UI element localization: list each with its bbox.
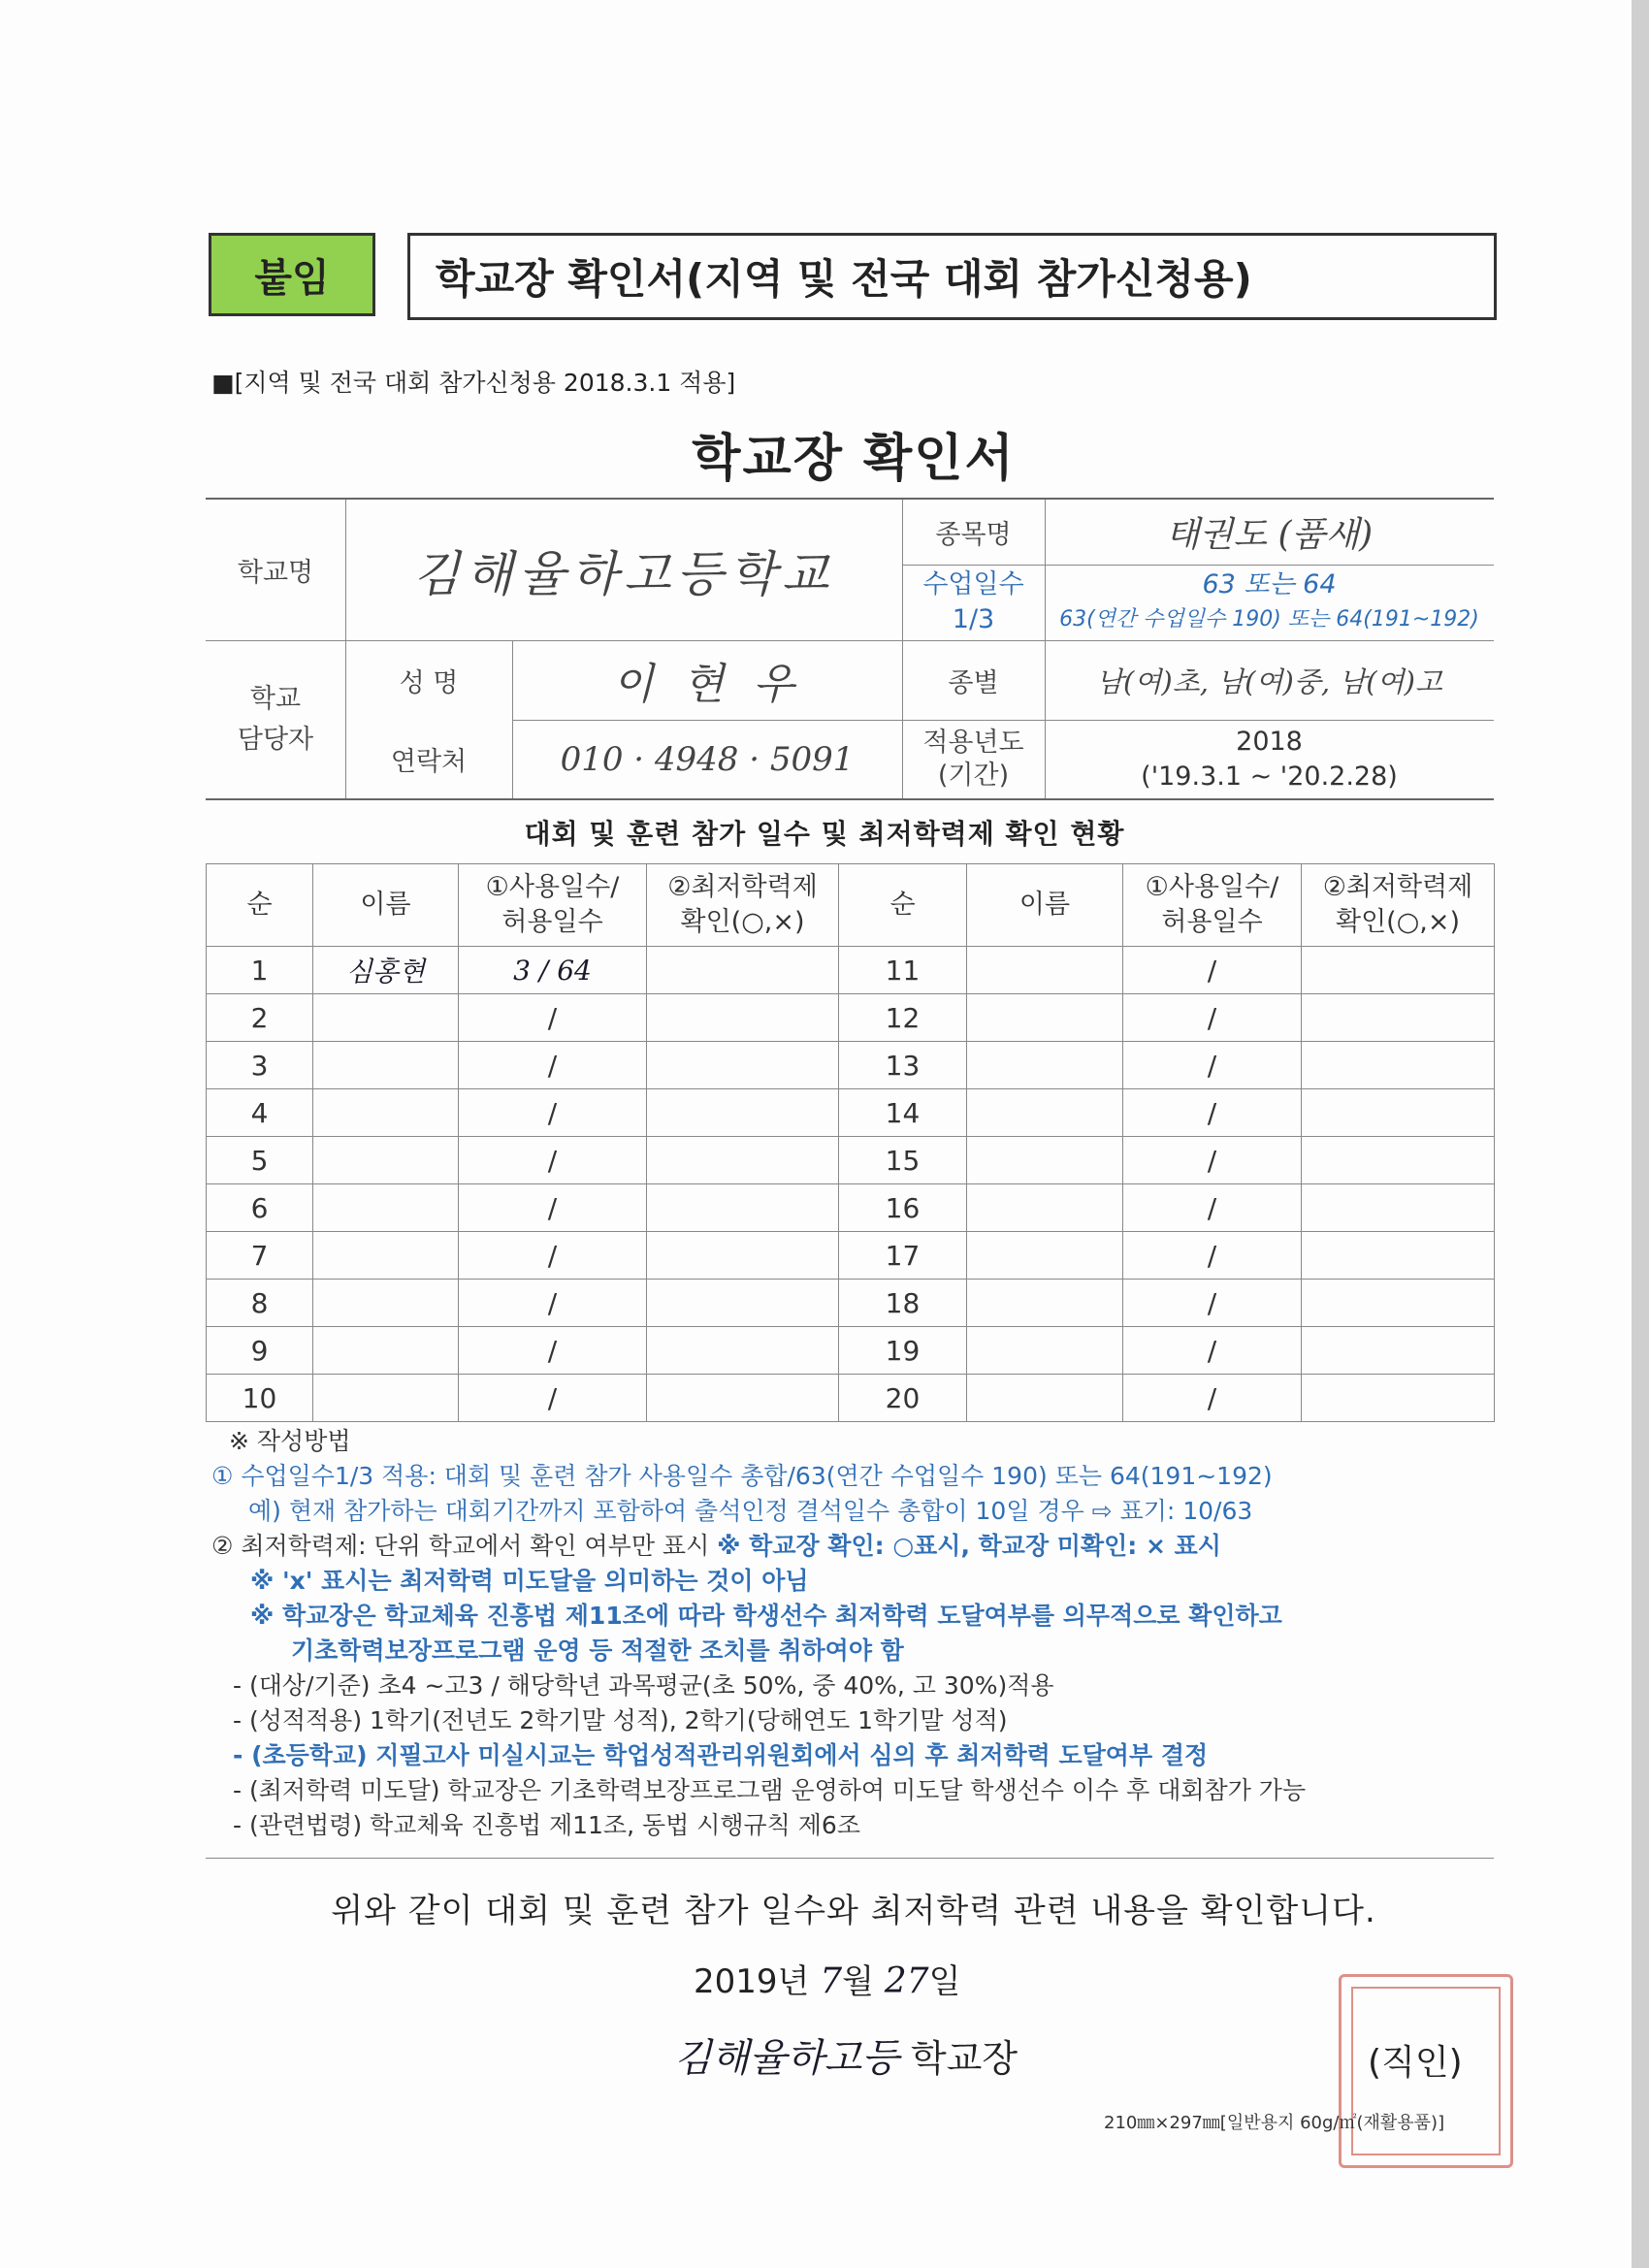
name-value: 이 현 우 xyxy=(612,660,802,709)
row-name xyxy=(313,994,459,1042)
school-value: 김해율하고등학교 xyxy=(412,545,835,602)
col-check xyxy=(647,864,839,947)
date-month: 7 xyxy=(820,1961,843,2001)
note-2 xyxy=(211,1529,1511,1564)
header-title: 학교장 확인서(지역 및 전국 대회 참가신청용) xyxy=(407,233,1497,320)
type-label: 종별 xyxy=(948,667,999,698)
manager-label-line1: 학교 xyxy=(249,683,302,714)
days-value xyxy=(1045,565,1494,640)
row-check-2 xyxy=(1302,1327,1495,1375)
row-name-2 xyxy=(967,1280,1123,1327)
days-label xyxy=(902,565,1045,640)
row-name xyxy=(313,1375,459,1422)
row-name-2 xyxy=(967,1137,1123,1184)
date-year: 2019년 xyxy=(694,1962,810,2001)
row-no: 4 xyxy=(207,1089,313,1137)
row-name-2 xyxy=(967,1232,1123,1280)
col-name: 이름 xyxy=(313,864,459,947)
row-check xyxy=(647,994,839,1042)
notes-heading: ※ 작성방법 xyxy=(229,1427,351,1455)
row-no-2: 19 xyxy=(839,1327,967,1375)
note-1a: ① 수업일수1/3 적용: 대회 및 훈련 참가 사용일수 총합/63(연간 수업일수 190) 또는 64(191~192) xyxy=(211,1462,1273,1490)
row-name xyxy=(313,1137,459,1184)
note-1b: 예) 현재 참가하는 대회기간까지 포함하여 출석인정 결석일수 총합이 10일 경우 ⇨ 표기: 10/63 xyxy=(248,1497,1253,1525)
detail-5: - (관련법령) 학교체육 진흥법 제11조, 동법 시행규칙 제6조 xyxy=(233,1811,860,1839)
row-check-2 xyxy=(1302,1042,1495,1089)
note-3: ※ 'x' 표시는 최저학력 미도달을 의미하는 것이 아님 xyxy=(250,1567,809,1595)
manager-label-line2: 담당자 xyxy=(237,724,314,755)
row-name xyxy=(313,1327,459,1375)
row-no: 1 xyxy=(207,947,313,994)
col-check-2 xyxy=(1302,864,1495,947)
year-value-line1: 2018 xyxy=(1236,726,1303,757)
applied-note: ■[지역 및 전국 대회 참가신청용 2018.3.1 적용] xyxy=(211,369,736,397)
row-check-2 xyxy=(1302,1089,1495,1137)
document-title: 학교장 확인서 xyxy=(692,430,1016,488)
date-day: 27 xyxy=(884,1961,929,2001)
row-days: / xyxy=(459,1137,647,1184)
row-no: 7 xyxy=(207,1232,313,1280)
row-check xyxy=(647,1375,839,1422)
row-no-2: 18 xyxy=(839,1280,967,1327)
col-check-line2: 확인(○,×) xyxy=(680,907,805,937)
name-label: 성 명 xyxy=(399,667,459,698)
row-days-2: / xyxy=(1123,1232,1302,1280)
table-row xyxy=(207,1137,1495,1184)
row-days: / xyxy=(459,1089,647,1137)
row-no-2: 11 xyxy=(839,947,967,994)
row-days: / xyxy=(459,1375,647,1422)
row-days-2: / xyxy=(1123,1089,1302,1137)
table-row xyxy=(207,1089,1495,1137)
row-days-2: / xyxy=(1123,1375,1302,1422)
row-days-2: / xyxy=(1123,994,1302,1042)
table-row xyxy=(207,1375,1495,1422)
row-no: 5 xyxy=(207,1137,313,1184)
row-days-2: / xyxy=(1123,947,1302,994)
contact-value: 010 · 4948 · 5091 xyxy=(560,739,855,779)
detail-4: - (최저학력 미도달) 학교장은 기초학력보장프로그램 운영하여 미도달 학생선수 이수 후 대회참가 가능 xyxy=(233,1776,1307,1804)
row-days: / xyxy=(459,1184,647,1232)
signature-date xyxy=(694,1955,960,2002)
col-no: 순 xyxy=(207,864,313,947)
year-label xyxy=(902,720,1045,798)
row-check-2 xyxy=(1302,1232,1495,1280)
row-check xyxy=(647,1327,839,1375)
row-name xyxy=(313,1232,459,1280)
seal-label: (직인) xyxy=(1368,2043,1463,2083)
date-day-unit: 일 xyxy=(928,1962,961,2001)
table-row xyxy=(207,1327,1495,1375)
event-value: 태권도 (품새) xyxy=(1165,515,1374,555)
year-label-line2: (기간) xyxy=(937,760,1010,791)
col-days-2-line1: ①사용일수/ xyxy=(1145,872,1279,902)
row-days: / xyxy=(459,994,647,1042)
row-check xyxy=(647,1184,839,1232)
col-check-line1: ②최저학력제 xyxy=(667,872,818,902)
table-row xyxy=(207,947,1495,994)
row-name-2 xyxy=(967,1375,1123,1422)
section-title: 대회 및 훈련 참가 일수 및 최저학력제 확인 현황 xyxy=(524,818,1125,850)
year-value xyxy=(1045,720,1494,798)
year-label-line1: 적용년도 xyxy=(922,727,1024,758)
table-row xyxy=(207,994,1495,1042)
col-check-2-line2: 확인(○,×) xyxy=(1336,907,1460,937)
row-name xyxy=(313,1184,459,1232)
row-days-2: / xyxy=(1123,1280,1302,1327)
principal-signature xyxy=(674,2027,1018,2083)
row-no: 2 xyxy=(207,994,313,1042)
note-4a: ※ 학교장은 학교체육 진흥법 제11조에 따라 학생선수 최저학력 도달여부를 의무적으로 확인하고 xyxy=(250,1602,1282,1630)
row-check-2 xyxy=(1302,1137,1495,1184)
col-days-2-line2: 허용일수 xyxy=(1161,907,1263,937)
table-row xyxy=(207,1184,1495,1232)
row-check-2 xyxy=(1302,1375,1495,1422)
col-check-2-line1: ②최저학력제 xyxy=(1322,872,1473,902)
instructions xyxy=(211,1424,1511,1843)
row-name-2 xyxy=(967,1184,1123,1232)
row-days: / xyxy=(459,1042,647,1089)
row-no-2: 15 xyxy=(839,1137,967,1184)
note-2a: ② 최저학력제: 단위 학교에서 확인 여부만 표시 xyxy=(211,1532,710,1560)
attachment-tag: 붙임 xyxy=(209,233,375,316)
type-value: 남(여)초, 남(여)중, 남(여)고 xyxy=(1096,664,1442,698)
row-check xyxy=(647,947,839,994)
row-name-2 xyxy=(967,1042,1123,1089)
detail-2: - (성적적용) 1학기(전년도 2학기말 성적), 2학기(당해연도 1학기말 성적) xyxy=(233,1706,1008,1734)
principal-title: 학교장 xyxy=(910,2037,1018,2080)
row-name-2 xyxy=(967,1327,1123,1375)
table-row xyxy=(207,1232,1495,1280)
row-check xyxy=(647,1042,839,1089)
days-label-line1: 수업일수 xyxy=(922,569,1024,599)
days-value-line2: 63(연간 수업일수 190) 또는 64(191~192) xyxy=(1059,607,1479,632)
row-name-2 xyxy=(967,947,1123,994)
row-no-2: 17 xyxy=(839,1232,967,1280)
row-no: 9 xyxy=(207,1327,313,1375)
days-label-line2: 1/3 xyxy=(952,604,995,634)
col-days-line2: 허용일수 xyxy=(501,907,603,937)
row-no: 3 xyxy=(207,1042,313,1089)
row-no: 10 xyxy=(207,1375,313,1422)
row-days: 3 / 64 xyxy=(459,947,647,994)
detail-3: - (초등학교) 지필고사 미실시교는 학업성적관리위원회에서 심의 후 최저학력 도달여부 결정 xyxy=(233,1741,1209,1769)
row-name xyxy=(313,1280,459,1327)
year-value-line2: ('19.3.1 ~ '20.2.28) xyxy=(1141,761,1398,792)
table-header-row xyxy=(207,864,1495,947)
note-2b: ※ 학교장 확인: ○표시, 학교장 미확인: × 표시 xyxy=(717,1532,1221,1560)
row-no-2: 16 xyxy=(839,1184,967,1232)
row-no: 8 xyxy=(207,1280,313,1327)
principal-school: 김해율하고등 xyxy=(674,2036,899,2081)
detail-1: - (대상/기준) 초4 ~고3 / 해당학년 과목평균(초 50%, 중 40%, 고 30%)적용 xyxy=(233,1671,1054,1700)
row-check xyxy=(647,1280,839,1327)
row-name: 심홍현 xyxy=(313,947,459,994)
info-table xyxy=(206,498,1494,800)
col-name-2: 이름 xyxy=(967,864,1123,947)
row-name-2 xyxy=(967,994,1123,1042)
col-no-2: 순 xyxy=(839,864,967,947)
row-check xyxy=(647,1137,839,1184)
row-name-2 xyxy=(967,1089,1123,1137)
contact-label: 연락처 xyxy=(390,747,468,777)
row-check-2 xyxy=(1302,994,1495,1042)
note-4b: 기초학력보장프로그램 운영 등 적절한 조치를 취하여야 함 xyxy=(291,1636,904,1665)
row-name xyxy=(313,1089,459,1137)
row-days-2: / xyxy=(1123,1137,1302,1184)
row-days: / xyxy=(459,1280,647,1327)
row-no-2: 14 xyxy=(839,1089,967,1137)
row-check xyxy=(647,1232,839,1280)
row-days: / xyxy=(459,1327,647,1375)
row-days-2: / xyxy=(1123,1184,1302,1232)
table-row xyxy=(207,1042,1495,1089)
roster-table xyxy=(206,863,1495,1422)
row-no-2: 20 xyxy=(839,1375,967,1422)
row-days: / xyxy=(459,1232,647,1280)
row-check-2 xyxy=(1302,1280,1495,1327)
event-label: 종목명 xyxy=(935,520,1012,550)
col-days-2 xyxy=(1123,864,1302,947)
confirmation-text: 위와 같이 대회 및 훈련 참가 일수와 최저학력 관련 내용을 확인합니다. xyxy=(331,1892,1376,1930)
separator-line xyxy=(206,1858,1494,1859)
row-name xyxy=(313,1042,459,1089)
date-month-unit: 월 xyxy=(842,1962,874,2001)
row-days-2: / xyxy=(1123,1042,1302,1089)
row-days-2: / xyxy=(1123,1327,1302,1375)
table-row xyxy=(207,1280,1495,1327)
manager-label xyxy=(206,640,345,798)
paper-spec-footer: 210㎜×297㎜[일반용지 60g/㎡(재활용품)] xyxy=(1104,2113,1445,2133)
row-check-2 xyxy=(1302,1184,1495,1232)
row-no-2: 13 xyxy=(839,1042,967,1089)
col-days-line1: ①사용일수/ xyxy=(485,872,620,902)
school-label: 학교명 xyxy=(237,558,314,588)
days-value-line1: 63 또는 64 xyxy=(1202,569,1337,599)
row-check xyxy=(647,1089,839,1137)
row-check-2 xyxy=(1302,947,1495,994)
row-no-2: 12 xyxy=(839,994,967,1042)
row-no: 6 xyxy=(207,1184,313,1232)
col-days xyxy=(459,864,647,947)
